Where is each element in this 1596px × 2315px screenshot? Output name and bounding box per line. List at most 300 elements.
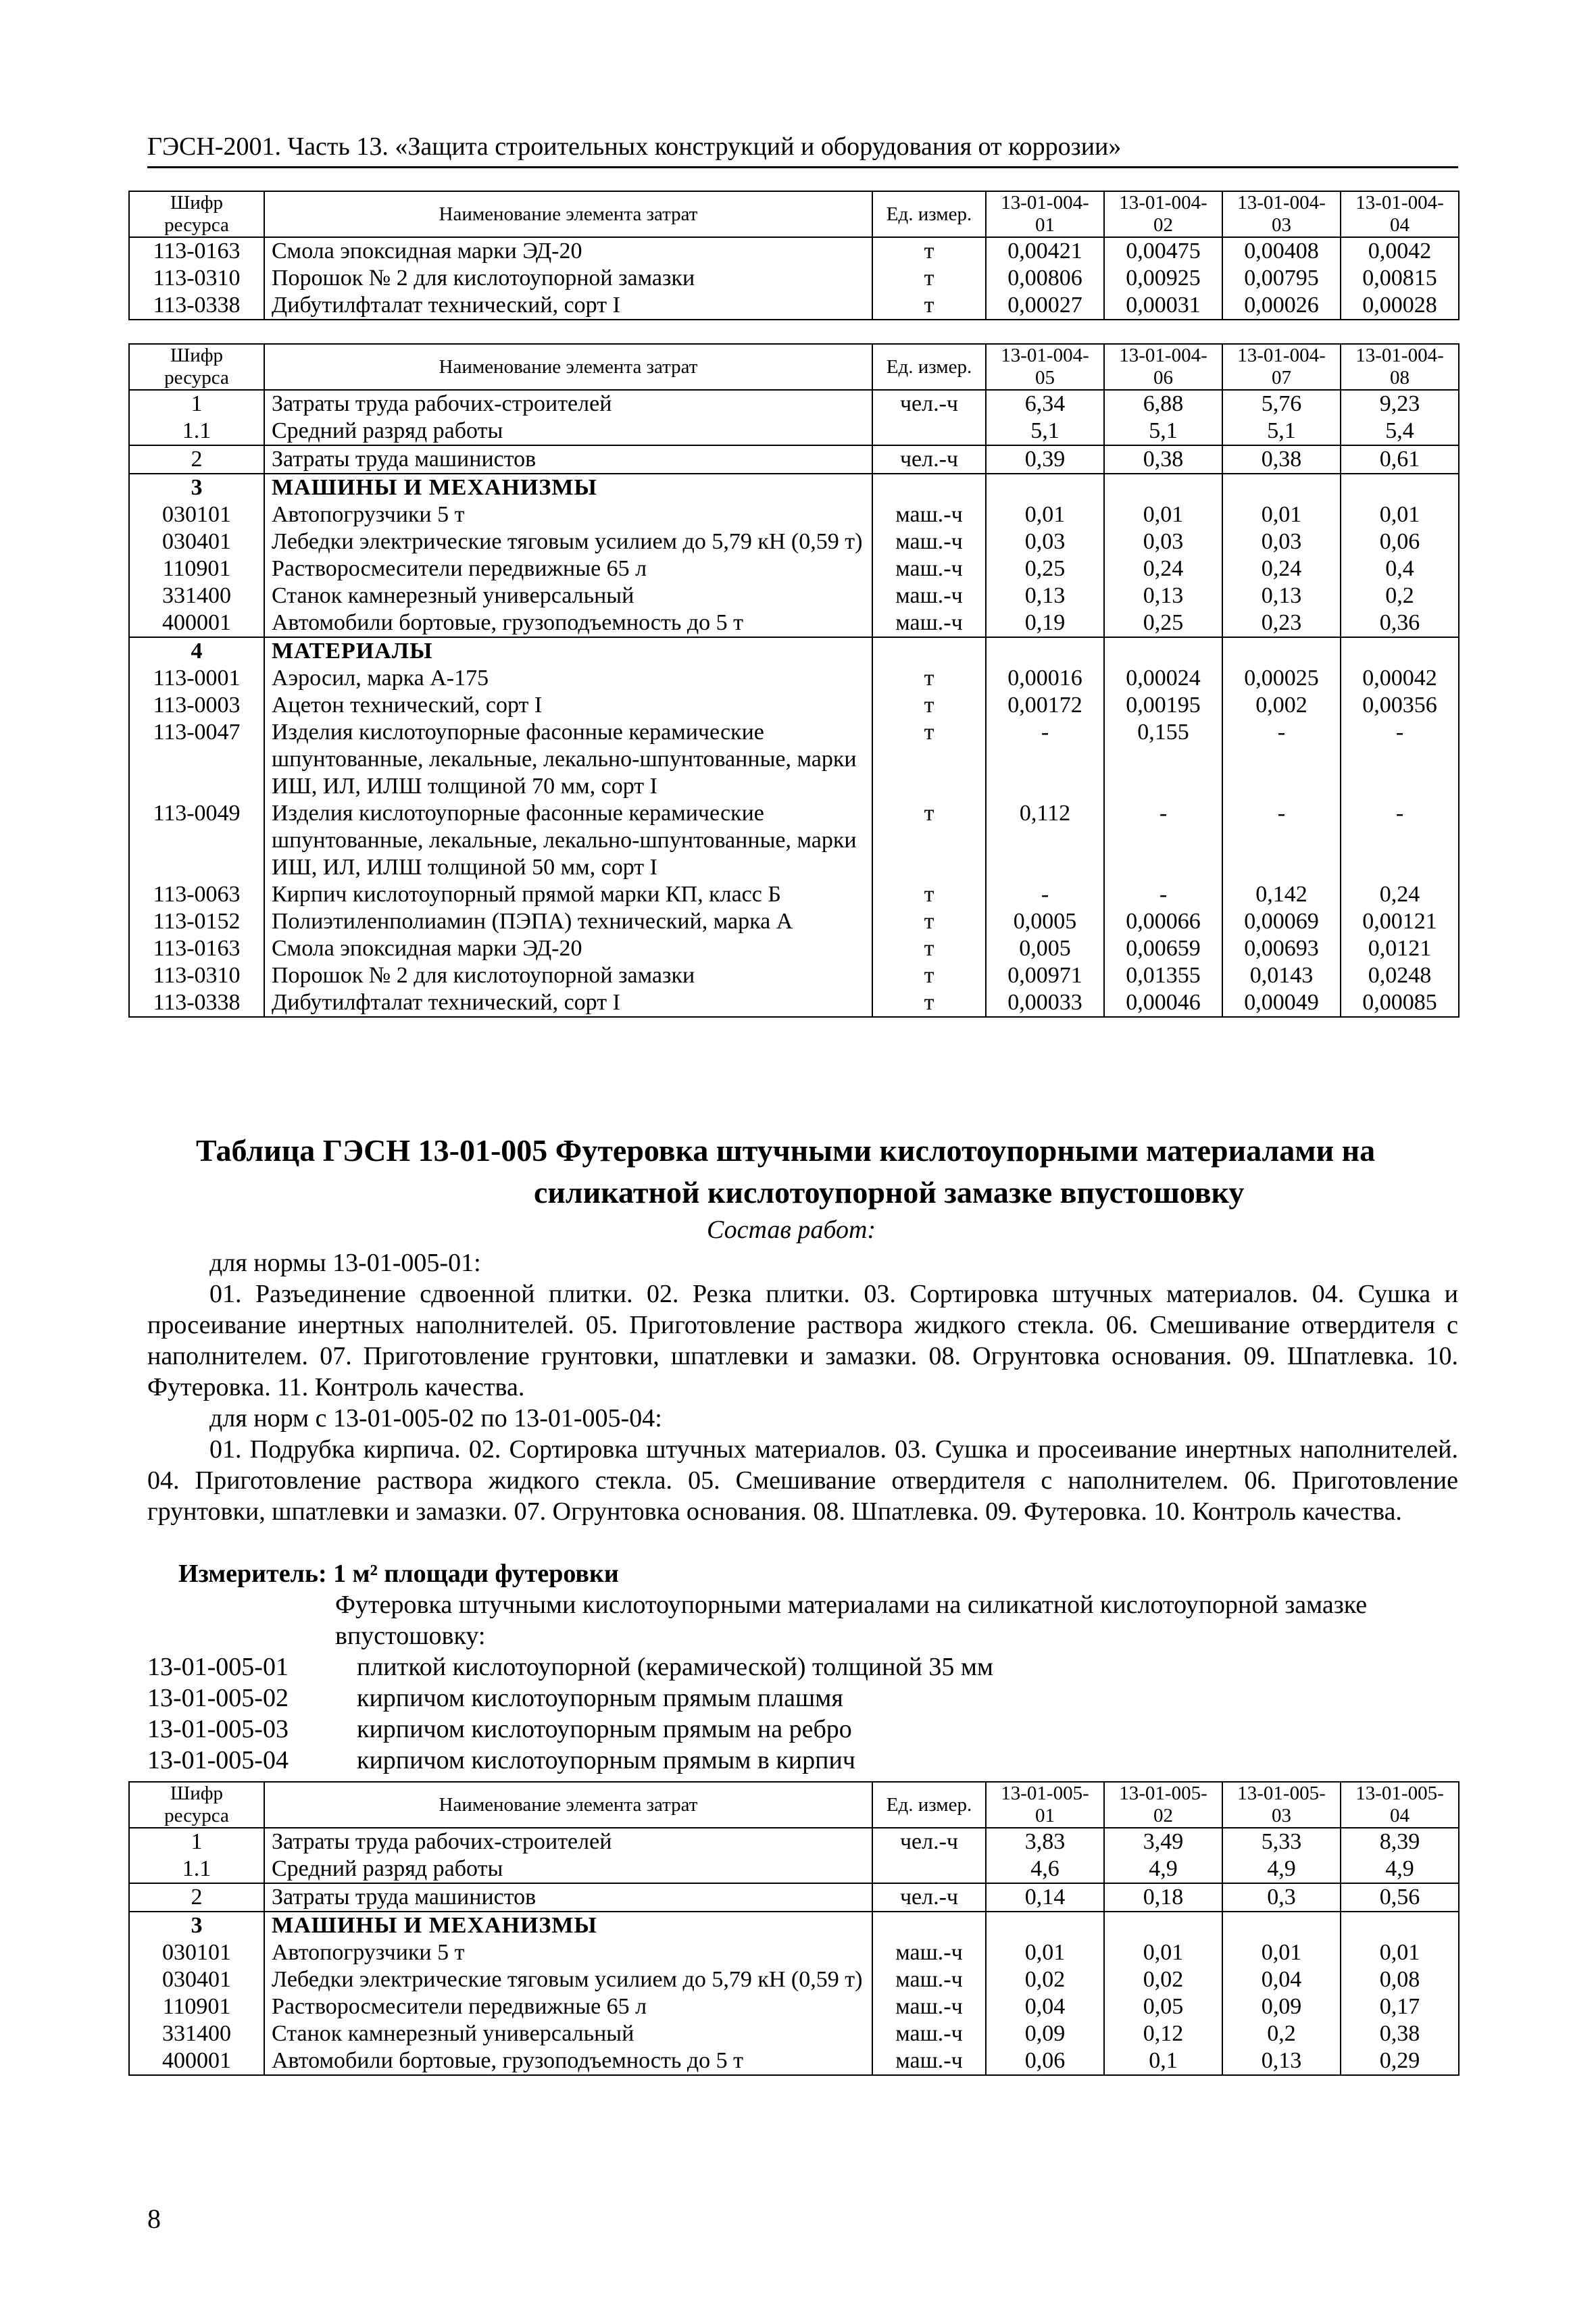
table-row: [129, 989, 1459, 1017]
cell-unit: [872, 637, 986, 665]
cell-value: 0,01: [1222, 501, 1341, 528]
variant-code: 13-01-005-01: [147, 1653, 289, 1681]
cell-value: 0,04: [986, 1993, 1104, 2020]
norm1-label: для нормы 13-01-005-01:: [209, 1249, 481, 1277]
cell-value: 9,23: [1341, 390, 1459, 418]
cell-value: 0,0005: [986, 908, 1104, 935]
table-row: [129, 390, 1459, 418]
header-norm: 13-01-005-04: [1341, 1782, 1459, 1828]
cell-code: 030101: [129, 1939, 264, 1966]
cell-value: 0,1: [1104, 2047, 1222, 2075]
cell-value: 0,17: [1341, 1993, 1459, 2020]
cell-value: 0,56: [1341, 1883, 1459, 1912]
cell-name: Порошок № 2 для кислотоупорной замазки: [264, 962, 872, 989]
cell-value: 0,00806: [986, 265, 1104, 292]
cell-unit: т: [872, 989, 986, 1017]
cell-value: 0,03: [1222, 528, 1341, 555]
cell-value: 0,00066: [1104, 908, 1222, 935]
cell-value: 0,00028: [1341, 292, 1459, 320]
cell-value: 0,002: [1222, 692, 1341, 719]
cell-code: 1.1: [129, 418, 264, 445]
header-code: Шифр ресурса: [129, 1782, 264, 1828]
resource-table-005: [128, 1781, 1460, 2076]
cell-unit: маш.-ч: [872, 582, 986, 609]
table-header-row: [129, 191, 1459, 237]
cell-value: 0,01: [1104, 1939, 1222, 1966]
table-row: [129, 2047, 1459, 2075]
cell-value: 0,0248: [1341, 962, 1459, 989]
cell-unit: маш.-ч: [872, 555, 986, 582]
cell-code: 400001: [129, 609, 264, 637]
cell-value: 8,39: [1341, 1828, 1459, 1856]
cell-value: 0,03: [1104, 528, 1222, 555]
header-unit: Ед. измер.: [872, 344, 986, 390]
cell-code: 1: [129, 1828, 264, 1856]
cell-value: 0,01: [1222, 1939, 1341, 1966]
section-title-line1: Таблица ГЭСН 13-01-005 Футеровка штучными кислотоупорными материалами на: [196, 1133, 1376, 1168]
measure-unit-text: Измеритель: 1 м² площади футеровки: [178, 1560, 619, 1588]
cell-name: Смола эпоксидная марки ЭД-20: [264, 935, 872, 962]
header-norm: 13-01-005-03: [1222, 1782, 1341, 1828]
variant-code: 13-01-005-04: [147, 1746, 289, 1774]
cell-unit: маш.-ч: [872, 1939, 986, 1966]
cell-unit: т: [872, 935, 986, 962]
table-row: [129, 1828, 1459, 1856]
cell-unit: т: [872, 292, 986, 320]
cell-code: 110901: [129, 555, 264, 582]
cell-value: 0,02: [986, 1966, 1104, 1993]
cell-value: 0,00925: [1104, 265, 1222, 292]
cell-value: 0,0121: [1341, 935, 1459, 962]
table-row: [129, 935, 1459, 962]
cell-value: -: [986, 719, 1104, 800]
cell-code: 2: [129, 1883, 264, 1912]
cell-value: 0,24: [1341, 881, 1459, 908]
cell-unit: т: [872, 908, 986, 935]
cell-value: 0,25: [986, 555, 1104, 582]
cell-code: 030401: [129, 528, 264, 555]
cell-value: [1104, 637, 1222, 665]
measure-unit: [147, 1558, 1458, 1589]
cell-name: Дибутилфталат технический, сорт I: [264, 989, 872, 1017]
header-code: Шифр ресурса: [129, 344, 264, 390]
cell-value: [986, 1912, 1104, 1939]
work-composition-heading: Состав работ:: [707, 1216, 876, 1244]
cell-name: МАШИНЫ И МЕХАНИЗМЫ: [264, 1912, 872, 1939]
header-norm: 13-01-004-03: [1222, 191, 1341, 237]
table-row: [129, 265, 1459, 292]
cell-code: 331400: [129, 582, 264, 609]
header-unit: Ед. измер.: [872, 1782, 986, 1828]
cell-name: Затраты труда рабочих-строителей: [264, 390, 872, 418]
cell-code: 113-0047: [129, 719, 264, 800]
cell-code: 4: [129, 637, 264, 665]
cell-unit: маш.-ч: [872, 501, 986, 528]
cell-unit: т: [872, 265, 986, 292]
table-row: [129, 665, 1459, 692]
variant-code: 13-01-005-03: [147, 1715, 289, 1743]
cell-code: 1.1: [129, 1856, 264, 1883]
resource-table-004-05-08: [128, 343, 1460, 1018]
cell-name: Автопогрузчики 5 т: [264, 1939, 872, 1966]
cell-value: 0,01: [1104, 501, 1222, 528]
cell-value: 0,00049: [1222, 989, 1341, 1017]
cell-value: 0,06: [1341, 528, 1459, 555]
cell-value: 0,005: [986, 935, 1104, 962]
cell-code: 3: [129, 1912, 264, 1939]
cell-value: 5,1: [1104, 418, 1222, 445]
header-norm: 13-01-004-06: [1104, 344, 1222, 390]
cell-value: 0,112: [986, 800, 1104, 881]
cell-code: 113-0049: [129, 800, 264, 881]
header-name: Наименование элемента затрат: [264, 191, 872, 237]
cell-unit: маш.-ч: [872, 609, 986, 637]
cell-value: 0,13: [1104, 582, 1222, 609]
cell-value: [986, 637, 1104, 665]
cell-value: 0,0042: [1341, 237, 1459, 265]
header-name: Наименование элемента затрат: [264, 1782, 872, 1828]
cell-name: Аэросил, марка А-175: [264, 665, 872, 692]
cell-name: МАТЕРИАЛЫ: [264, 637, 872, 665]
table-row: [129, 962, 1459, 989]
variants-intro: Футеровка штучными кислотоупорными материалами на силикатной кислотоупорной замазке впустошовку:: [335, 1591, 1368, 1650]
cell-code: 113-0310: [129, 265, 264, 292]
header-norm: 13-01-004-02: [1104, 191, 1222, 237]
cell-value: 0,14: [986, 1883, 1104, 1912]
cell-value: -: [1341, 800, 1459, 881]
cell-value: 0,13: [1222, 582, 1341, 609]
cell-value: -: [1104, 800, 1222, 881]
table-row: [129, 2020, 1459, 2047]
cell-value: 0,39: [986, 445, 1104, 474]
cell-value: 0,00026: [1222, 292, 1341, 320]
table-row: [129, 418, 1459, 445]
norm1-text: 01. Разъединение сдвоенной плитки. 02. Резка плитки. 03. Сортировка штучных материалов. 04. Сушка и просеивание инертных наполнителей. 05. Приготовление раствора жидкого стекла. 06. Смешивание отвердителя с наполнителем. 07. Приготовление грунтовки, шпатлевки и замазки. 08. Огрунтовка основания. 09. Шпатлевка. 10. Футеровка. 11. Контроль качества.: [147, 1280, 1458, 1401]
cell-value: 0,05: [1104, 1993, 1222, 2020]
cell-value: 0,24: [1104, 555, 1222, 582]
cell-unit: [872, 1856, 986, 1883]
cell-value: 0,01: [1341, 501, 1459, 528]
cell-unit: чел.-ч: [872, 445, 986, 474]
section-title-line2: силикатной кислотоупорной замазке впустошовку: [534, 1175, 1245, 1210]
header-norm: 13-01-004-01: [986, 191, 1104, 237]
cell-value: 0,00693: [1222, 935, 1341, 962]
cell-value: 0,18: [1104, 1883, 1222, 1912]
cell-unit: т: [872, 881, 986, 908]
cell-name: Ацетон технический, сорт I: [264, 692, 872, 719]
header-code: Шифр ресурса: [129, 191, 264, 237]
cell-value: -: [1222, 719, 1341, 800]
table-row: [129, 609, 1459, 637]
cell-value: 0,00025: [1222, 665, 1341, 692]
cell-value: [986, 474, 1104, 501]
cell-code: 113-0063: [129, 881, 264, 908]
cell-value: 0,13: [986, 582, 1104, 609]
variant-item: [147, 1745, 855, 1776]
cell-unit: т: [872, 665, 986, 692]
variant-code: 13-01-005-02: [147, 1684, 289, 1712]
page-number: 8: [147, 2204, 161, 2234]
cell-name: Автопогрузчики 5 т: [264, 501, 872, 528]
cell-name: Станок камнерезный универсальный: [264, 2020, 872, 2047]
table-header-row: [129, 1782, 1459, 1828]
cell-code: 113-0163: [129, 935, 264, 962]
cell-value: 0,00659: [1104, 935, 1222, 962]
cell-value: 0,0143: [1222, 962, 1341, 989]
variant-text: плиткой кислотоупорной (керамической) толщиной 35 мм: [357, 1653, 993, 1681]
table-row: [129, 582, 1459, 609]
header-norm: 13-01-004-07: [1222, 344, 1341, 390]
cell-code: 030401: [129, 1966, 264, 1993]
cell-value: 0,09: [986, 2020, 1104, 2047]
table-row: [129, 1993, 1459, 2020]
cell-value: 0,00031: [1104, 292, 1222, 320]
cell-name: Полиэтиленполиамин (ПЭПА) технический, марка А: [264, 908, 872, 935]
cell-value: 0,24: [1222, 555, 1341, 582]
cell-name: Смола эпоксидная марки ЭД-20: [264, 237, 872, 265]
table-row: [129, 237, 1459, 265]
cell-unit: т: [872, 719, 986, 800]
cell-unit: маш.-ч: [872, 2047, 986, 2075]
header-name: Наименование элемента затрат: [264, 344, 872, 390]
table-row: [129, 474, 1459, 501]
cell-value: [1222, 637, 1341, 665]
cell-value: 0,00421: [986, 237, 1104, 265]
cell-value: 0,155: [1104, 719, 1222, 800]
cell-value: 0,142: [1222, 881, 1341, 908]
cell-unit: маш.-ч: [872, 1966, 986, 1993]
cell-code: 113-0163: [129, 237, 264, 265]
cell-value: 5,4: [1341, 418, 1459, 445]
cell-name: Кирпич кислотоупорный прямой марки КП, класс Б: [264, 881, 872, 908]
table-row: [129, 445, 1459, 474]
table-row: [129, 1912, 1459, 1939]
header-norm: 13-01-005-02: [1104, 1782, 1222, 1828]
cell-value: 0,25: [1104, 609, 1222, 637]
header-norm: 13-01-005-01: [986, 1782, 1104, 1828]
table-row: [129, 637, 1459, 665]
table-row: [129, 692, 1459, 719]
table-row: [129, 501, 1459, 528]
cell-value: 0,01: [986, 501, 1104, 528]
table-row: [129, 555, 1459, 582]
cell-value: 0,13: [1222, 2047, 1341, 2075]
variant-item: [147, 1651, 993, 1683]
cell-name: Растворосмесители передвижные 65 л: [264, 555, 872, 582]
cell-value: 0,00195: [1104, 692, 1222, 719]
cell-value: 6,34: [986, 390, 1104, 418]
cell-code: 113-0338: [129, 292, 264, 320]
table-row: [129, 292, 1459, 320]
cell-name: Лебедки электрические тяговым усилием до 5,79 кН (0,59 т): [264, 1966, 872, 1993]
cell-value: 0,4: [1341, 555, 1459, 582]
cell-unit: чел.-ч: [872, 390, 986, 418]
variant-text: кирпичом кислотоупорным прямым на ребро: [357, 1715, 852, 1743]
cell-value: 0,01: [1341, 1939, 1459, 1966]
cell-value: 0,00024: [1104, 665, 1222, 692]
table-row: [129, 881, 1459, 908]
cell-value: 0,00971: [986, 962, 1104, 989]
cell-value: 0,2: [1222, 2020, 1341, 2047]
cell-name: Дибутилфталат технический, сорт I: [264, 292, 872, 320]
cell-value: -: [1222, 800, 1341, 881]
cell-value: 4,9: [1222, 1856, 1341, 1883]
cell-value: 0,23: [1222, 609, 1341, 637]
cell-value: 3,49: [1104, 1828, 1222, 1856]
cell-value: 0,00027: [986, 292, 1104, 320]
cell-value: -: [1341, 719, 1459, 800]
cell-value: 6,88: [1104, 390, 1222, 418]
section-title: [196, 1130, 1412, 1214]
cell-code: 1: [129, 390, 264, 418]
table-header-row: [129, 344, 1459, 390]
norm2-text: 01. Подрубка кирпича. 02. Сортировка штучных материалов. 03. Сушка и просеивание инертных наполнителей. 04. Приготовление раствора жидкого стекла. 05. Смешивание отвердителя с наполнителем. 06. Приготовление грунтовки, шпатлевки и замазки. 07. Огрунтовка основания. 08. Шпатлевка. 09. Футеровка. 10. Контроль качества.: [147, 1435, 1458, 1526]
cell-value: -: [1104, 881, 1222, 908]
cell-code: 113-0001: [129, 665, 264, 692]
cell-value: 3,83: [986, 1828, 1104, 1856]
cell-value: 0,04: [1222, 1966, 1341, 1993]
variant-item: [147, 1714, 852, 1745]
cell-value: 5,76: [1222, 390, 1341, 418]
table-row: [129, 719, 1459, 800]
cell-name: Средний разряд работы: [264, 1856, 872, 1883]
cell-code: 030101: [129, 501, 264, 528]
table-row: [129, 1939, 1459, 1966]
cell-value: 5,1: [986, 418, 1104, 445]
cell-value: 0,38: [1222, 445, 1341, 474]
cell-name: МАШИНЫ И МЕХАНИЗМЫ: [264, 474, 872, 501]
cell-value: 0,03: [986, 528, 1104, 555]
cell-value: 0,00795: [1222, 265, 1341, 292]
cell-value: 0,01: [986, 1939, 1104, 1966]
cell-unit: [872, 474, 986, 501]
cell-name: Изделия кислотоупорные фасонные керамические шпунтованные, лекальные, лекально-шпунтованные, марки ИШ, ИЛ, ИЛШ толщиной 50 мм, сорт I: [264, 800, 872, 881]
cell-unit: [872, 1912, 986, 1939]
cell-value: 0,00016: [986, 665, 1104, 692]
cell-unit: т: [872, 237, 986, 265]
header-norm: 13-01-004-05: [986, 344, 1104, 390]
cell-value: -: [986, 881, 1104, 908]
table-row: [129, 1966, 1459, 1993]
cell-unit: [872, 418, 986, 445]
cell-name: Растворосмесители передвижные 65 л: [264, 1993, 872, 2020]
cell-value: 0,19: [986, 609, 1104, 637]
variant-text: кирпичом кислотоупорным прямым в кирпич: [357, 1746, 855, 1774]
cell-value: [1341, 637, 1459, 665]
header-norm: 13-01-004-08: [1341, 344, 1459, 390]
cell-value: 5,1: [1222, 418, 1341, 445]
norm2-label: для норм с 13-01-005-02 по 13-01-005-04:: [209, 1404, 662, 1433]
cell-code: 331400: [129, 2020, 264, 2047]
header-unit: Ед. измер.: [872, 191, 986, 237]
cell-code: 113-0338: [129, 989, 264, 1017]
cell-unit: т: [872, 800, 986, 881]
cell-value: 0,08: [1341, 1966, 1459, 1993]
cell-unit: т: [872, 962, 986, 989]
cell-code: 2: [129, 445, 264, 474]
variant-text: кирпичом кислотоупорным прямым плашмя: [357, 1684, 843, 1712]
cell-value: 0,00085: [1341, 989, 1459, 1017]
cell-value: 0,2: [1341, 582, 1459, 609]
cell-value: 0,36: [1341, 609, 1459, 637]
cell-value: 0,00408: [1222, 237, 1341, 265]
cell-unit: чел.-ч: [872, 1828, 986, 1856]
page-header: ГЭСН-2001. Часть 13. «Защита строительных конструкций и оборудования от коррозии»: [147, 130, 1458, 168]
cell-code: 400001: [129, 2047, 264, 2075]
cell-value: 0,00046: [1104, 989, 1222, 1017]
cell-unit: маш.-ч: [872, 2020, 986, 2047]
cell-value: 0,00033: [986, 989, 1104, 1017]
cell-value: 0,3: [1222, 1883, 1341, 1912]
cell-name: Средний разряд работы: [264, 418, 872, 445]
cell-name: Изделия кислотоупорные фасонные керамические шпунтованные, лекальные, лекально-шпунтованные, марки ИШ, ИЛ, ИЛШ толщиной 70 мм, сорт I: [264, 719, 872, 800]
cell-value: 0,38: [1104, 445, 1222, 474]
table-row: [129, 1883, 1459, 1912]
cell-value: 0,06: [986, 2047, 1104, 2075]
cell-value: [1104, 1912, 1222, 1939]
cell-name: Лебедки электрические тяговым усилием до 5,79 кН (0,59 т): [264, 528, 872, 555]
cell-value: 0,00815: [1341, 265, 1459, 292]
cell-name: Автомобили бортовые, грузоподъемность до 5 т: [264, 2047, 872, 2075]
cell-name: Автомобили бортовые, грузоподъемность до 5 т: [264, 609, 872, 637]
cell-code: 113-0003: [129, 692, 264, 719]
cell-value: 0,01355: [1104, 962, 1222, 989]
cell-unit: чел.-ч: [872, 1883, 986, 1912]
cell-value: 0,09: [1222, 1993, 1341, 2020]
cell-unit: т: [872, 692, 986, 719]
cell-value: 0,02: [1104, 1966, 1222, 1993]
cell-value: 0,12: [1104, 2020, 1222, 2047]
cell-name: Затраты труда машинистов: [264, 1883, 872, 1912]
cell-value: 0,00042: [1341, 665, 1459, 692]
cell-value: 4,9: [1341, 1856, 1459, 1883]
cell-code: 113-0310: [129, 962, 264, 989]
cell-value: 0,00356: [1341, 692, 1459, 719]
cell-value: [1222, 1912, 1341, 1939]
cell-code: 110901: [129, 1993, 264, 2020]
cell-name: Затраты труда рабочих-строителей: [264, 1828, 872, 1856]
cell-name: Затраты труда машинистов: [264, 445, 872, 474]
table-row: [129, 800, 1459, 881]
cell-value: [1104, 474, 1222, 501]
cell-value: 0,00121: [1341, 908, 1459, 935]
variant-item: [147, 1683, 843, 1714]
cell-value: 5,33: [1222, 1828, 1341, 1856]
cell-name: Порошок № 2 для кислотоупорной замазки: [264, 265, 872, 292]
cell-unit: маш.-ч: [872, 528, 986, 555]
cell-value: 0,00069: [1222, 908, 1341, 935]
cell-unit: маш.-ч: [872, 1993, 986, 2020]
cell-value: 4,6: [986, 1856, 1104, 1883]
cell-value: 4,9: [1104, 1856, 1222, 1883]
header-norm: 13-01-004-04: [1341, 191, 1459, 237]
cell-name: Станок камнерезный универсальный: [264, 582, 872, 609]
cell-code: 3: [129, 474, 264, 501]
table-row: [129, 528, 1459, 555]
cell-value: [1222, 474, 1341, 501]
cell-value: 0,29: [1341, 2047, 1459, 2075]
cell-value: [1341, 474, 1459, 501]
resource-table-004-01-04: [128, 191, 1460, 320]
cell-value: 0,00475: [1104, 237, 1222, 265]
cell-value: 0,61: [1341, 445, 1459, 474]
cell-code: 113-0152: [129, 908, 264, 935]
cell-value: 0,38: [1341, 2020, 1459, 2047]
table-row: [129, 1856, 1459, 1883]
cell-value: [1341, 1912, 1459, 1939]
table-row: [129, 908, 1459, 935]
cell-value: 0,00172: [986, 692, 1104, 719]
